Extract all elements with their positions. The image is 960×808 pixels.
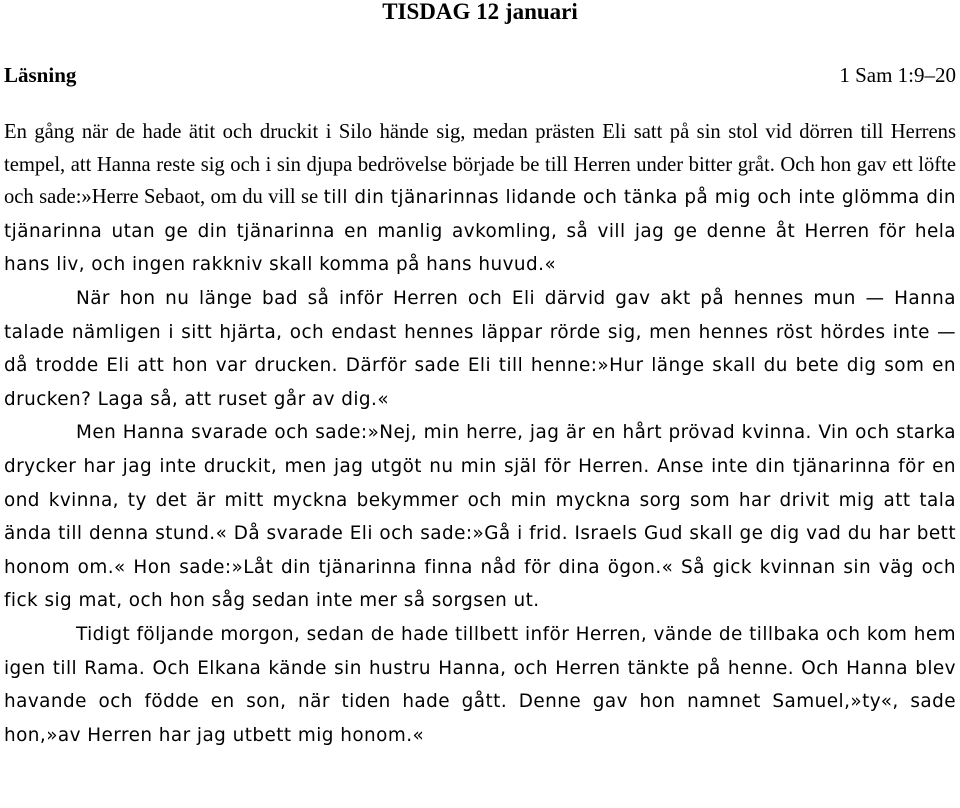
reading-header <box>4 62 956 88</box>
page-title: TISDAG 12 januari <box>382 0 578 24</box>
scripture-reference: 1 Sam 1:9–20 <box>839 63 956 87</box>
reading-label: Läsning <box>4 63 77 87</box>
paragraph-1-segment-2: till din tjänarinnas lidande och tänka på mig och inte glömma din tjänarinna utan ge din tjänarinna en manlig avkomling, så vill jag ge denne åt Herren för hela hans liv, och ingen rakkniv skall komma på hans huvud.« <box>4 187 956 276</box>
paragraph-1-segment-1: En gång när de hade ätit och druckit i Silo hände sig, medan prästen Eli satt på sin stol vid dörren till Herrens tempel, att Hanna reste sig och i sin djupa bedrövelse började be till Herren under bitter gråt. Och hon gav ett löfte och sade:»Herre Sebaot, om du vill se <box>4 121 956 209</box>
paragraph-2-text: När hon nu länge bad så inför Herren och Eli därvid gav akt på hennes mun — Hanna talade nämligen i sitt hjärta, och endast hennes läppar rörde sig, men hennes röst hördes inte — då trodde Eli att hon var drucken. Därför sade Eli till henne:»Hur länge skall du bete dig som en drucken? Laga så, att ruset går av dig.« <box>4 287 956 410</box>
scripture-text <box>4 116 956 752</box>
paragraph-2 <box>4 282 956 416</box>
paragraph-4-text: Tidigt följande morgon, sedan de hade tillbett inför Herren, vände de tillbaka och kom hem igen till Rama. Och Elkana kände sin hustru Hanna, och Herren tänkte på henne. Och Hanna blev havande och födde en son, när tiden hade gått. Denne gav hon namnet Samuel,»ty«, sade hon,»av Herren har jag utbett mig honom.« <box>4 623 956 746</box>
document-page <box>4 0 956 752</box>
paragraph-1 <box>4 116 956 282</box>
paragraph-4 <box>4 618 956 752</box>
paragraph-3 <box>4 416 956 618</box>
paragraph-3-text: Men Hanna svarade och sade:»Nej, min herre, jag är en hårt prövad kvinna. Vin och starka drycker har jag inte druckit, men jag utgöt nu min själ för Herren. Anse inte din tjänarinna för en ond kvinna, ty det är mitt myckna bekymmer och min myckna sorg som har drivit mig att tala ända till denna stund.« Då svarade Eli och sade:»Gå i frid. Israels Gud skall ge dig vad du har bett honom om.« Hon sade:»Låt din tjänarinna finna nåd för dina ögon.« Så gick kvinnan sin väg och fick sig mat, och hon såg sedan inte mer så sorgsen ut. <box>4 422 956 612</box>
